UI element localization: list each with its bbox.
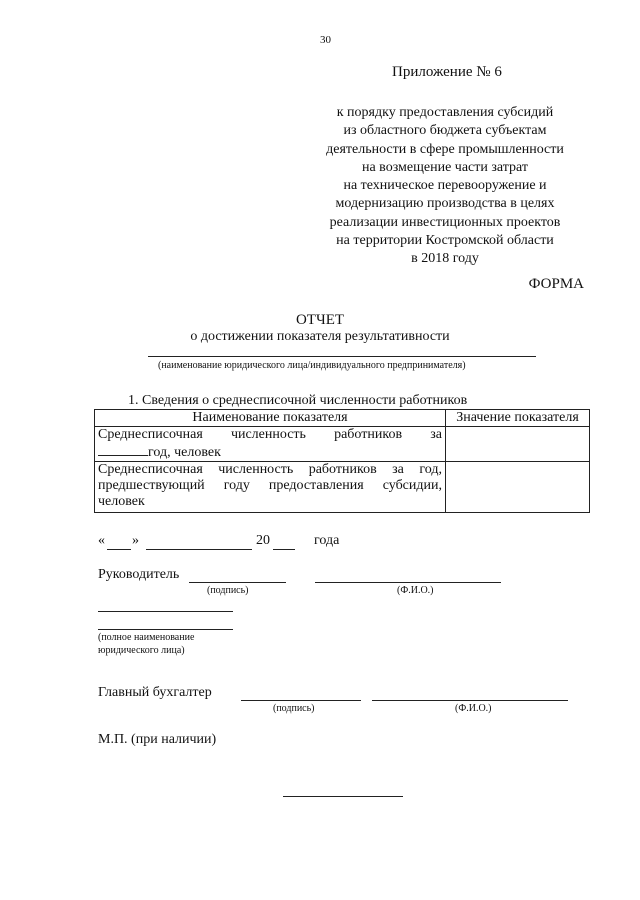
appendix-description-line: на возмещение части затрат — [361, 159, 529, 175]
indicator-word: предоставления — [268, 478, 364, 493]
appendix-description-line: в 2018 году — [411, 251, 479, 267]
indicator-word: предшествующий — [98, 478, 205, 493]
indicator-word: году — [223, 478, 250, 493]
entity-name-line[interactable] — [148, 356, 536, 357]
table-row — [95, 427, 590, 462]
appendix-description-line: деятельности в сфере промышленности — [326, 141, 564, 157]
date-quote-close: » — [132, 533, 139, 548]
year-blank-line[interactable] — [98, 443, 148, 456]
date-quote-open: « — [98, 533, 105, 548]
column-header: Значение показателя — [446, 410, 590, 427]
indicator-line: год, человек — [148, 445, 221, 460]
entity-full-name-caption: (полное наименование — [98, 632, 195, 643]
appendix-description-line: на территории Костромской области — [336, 233, 554, 249]
report-subtitle: о достижении показателя результативности — [190, 329, 450, 344]
appendix-description-line: на техническое перевооружение и — [343, 178, 547, 194]
accountant-fio-caption: (Ф.И.О.) — [455, 703, 492, 714]
indicator-word: работников — [334, 427, 403, 442]
indicator-word: численность — [218, 462, 294, 477]
accountant-fio-line[interactable] — [372, 700, 568, 701]
indicator-word: за — [430, 427, 442, 442]
indicator-value-cell[interactable] — [446, 462, 590, 513]
closing-separator — [283, 796, 403, 797]
head-fio-line[interactable] — [315, 582, 501, 583]
indicator-word: Среднесписочная — [98, 462, 203, 477]
head-signature-line[interactable] — [189, 582, 286, 583]
entity-full-name-line[interactable] — [98, 611, 233, 612]
indicator-name-cell — [95, 462, 446, 513]
indicator-table — [94, 409, 590, 513]
entity-full-name-caption: юридического лица) — [98, 645, 185, 656]
indicator-value-cell[interactable] — [446, 427, 590, 462]
appendix-description-line: модернизацию производства в целях — [335, 196, 555, 212]
appendix-title: Приложение № 6 — [392, 64, 502, 80]
indicator-word: работников — [308, 462, 377, 477]
report-title: ОТЧЕТ — [295, 312, 345, 328]
indicator-word: Среднесписочная — [98, 427, 203, 442]
accountant-signature-line[interactable] — [241, 700, 361, 701]
table-row — [95, 462, 590, 513]
date-year-prefix: 20 — [256, 533, 270, 548]
indicator-word: субсидии, — [382, 478, 442, 493]
head-signature-caption: (подпись) — [207, 585, 249, 596]
indicator-name-cell — [95, 427, 446, 462]
head-label: Руководитель — [98, 567, 180, 582]
indicator-word: за — [392, 462, 404, 477]
stamp-label: М.П. (при наличии) — [98, 732, 217, 747]
appendix-description-line: к порядку предоставления субсидий — [336, 105, 554, 120]
indicator-word: год, — [419, 462, 442, 477]
head-fio-caption: (Ф.И.О.) — [397, 585, 434, 596]
table-header-row — [95, 410, 590, 427]
entity-full-name-line[interactable] — [98, 629, 233, 630]
appendix-description-line: реализации инвестиционных проектов — [329, 214, 561, 230]
date-month-line[interactable] — [146, 549, 252, 550]
date-year-line[interactable] — [273, 549, 295, 550]
indicator-word: численность — [230, 427, 306, 442]
section-heading: 1. Сведения о среднесписочной численности работников — [128, 393, 468, 408]
accountant-signature-caption: (подпись) — [273, 703, 315, 714]
column-header: Наименование показателя — [95, 410, 446, 427]
form-label: ФОРМА — [528, 276, 584, 292]
date-year-suffix: года — [314, 533, 340, 548]
date-day-line[interactable] — [107, 549, 131, 550]
page-number: 30 — [320, 34, 331, 46]
appendix-description-line: из областного бюджета субъектам — [343, 123, 547, 139]
appendix-description — [300, 104, 590, 269]
entity-name-caption: (наименование юридического лица/индивидуального предпринимателя) — [158, 360, 466, 371]
accountant-label: Главный бухгалтер — [98, 685, 212, 700]
indicator-line: человек — [98, 494, 145, 509]
